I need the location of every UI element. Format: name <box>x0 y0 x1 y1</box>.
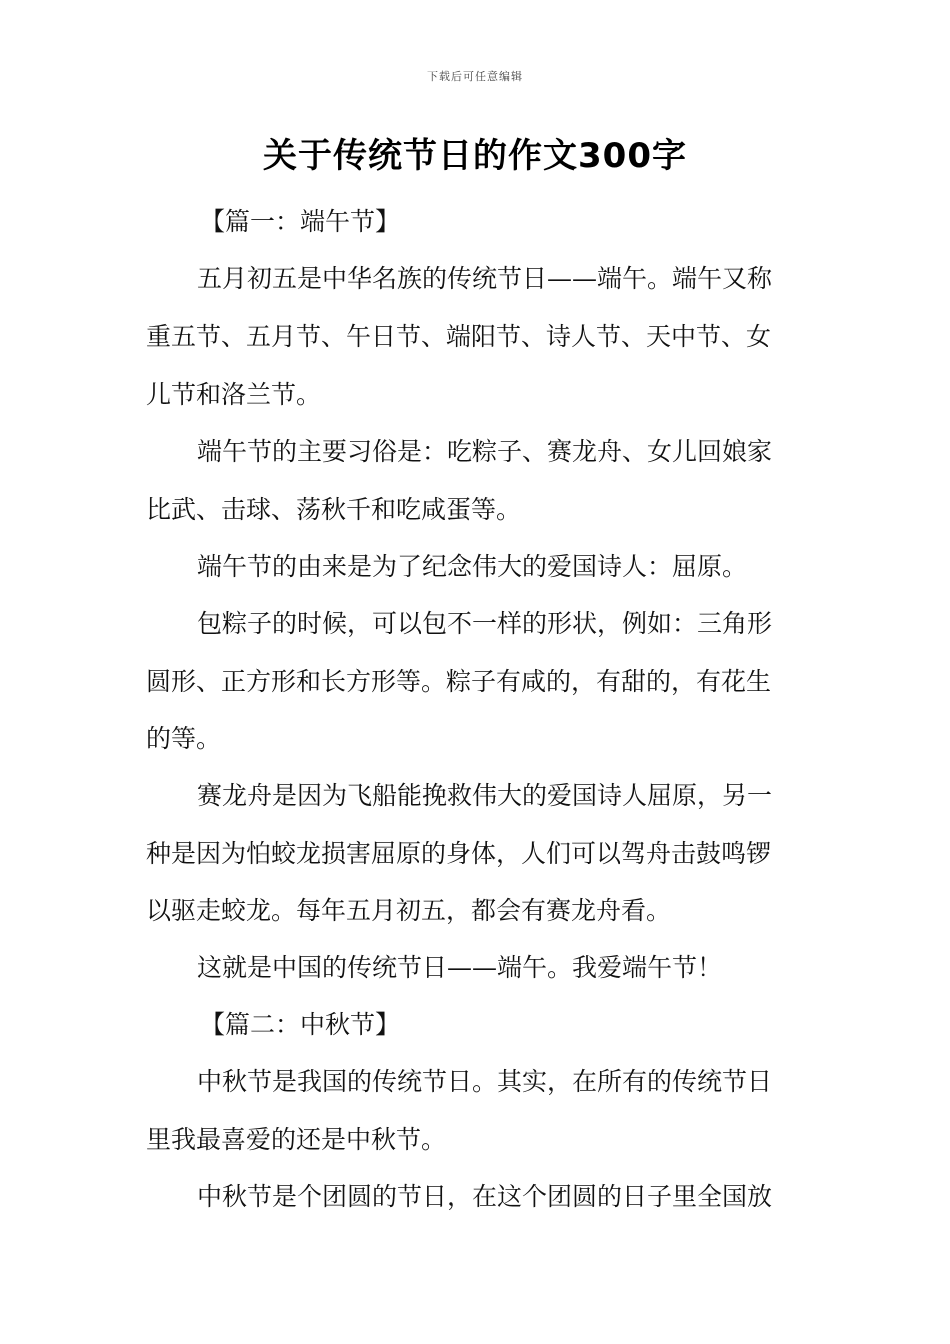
paragraph-line: 赛龙舟是因为飞船能挽救伟大的爱国诗人屈原，另一 <box>197 781 773 810</box>
paragraph-line: 中秋节是我国的传统节日。其实，在所有的传统节日 <box>197 1067 773 1096</box>
paragraph-line: 五月初五是中华名族的传统节日——端午。端午又称 <box>197 264 773 293</box>
paragraph-line: 的等。 <box>146 724 222 753</box>
paragraph-line: 中秋节是个团圆的节日，在这个团圆的日子里全国放 <box>197 1182 773 1211</box>
section-heading-2: 【篇二：中秋节】 <box>200 1010 401 1039</box>
paragraph-line: 端午节的主要习俗是：吃粽子、赛龙舟、女儿回娘家 <box>197 437 773 466</box>
paragraph-line: 这就是中国的传统节日——端午。我爱端午节！ <box>197 953 723 982</box>
section-heading-1: 【篇一：端午节】 <box>200 207 401 236</box>
paragraph-line: 儿节和洛兰节。 <box>146 380 322 409</box>
header-note: 下载后可任意编辑 <box>427 70 523 83</box>
paragraph-line: 包粽子的时候，可以包不一样的形状，例如：三角形 <box>197 609 773 638</box>
paragraph-line: 比武、击球、荡秋千和吃咸蛋等。 <box>146 495 522 524</box>
paragraph-line: 端午节的由来是为了纪念伟大的爱国诗人：屈原。 <box>197 552 748 581</box>
paragraph-line: 以驱走蛟龙。每年五月初五，都会有赛龙舟看。 <box>146 896 672 925</box>
paragraph-line: 种是因为怕蛟龙损害屈原的身体，人们可以驾舟击鼓鸣锣 <box>146 839 772 868</box>
document-title: 关于传统节日的作文300字 <box>263 136 687 176</box>
paragraph-line: 重五节、五月节、午日节、端阳节、诗人节、天中节、女 <box>146 322 772 351</box>
paragraph-line: 里我最喜爱的还是中秋节。 <box>146 1125 447 1154</box>
paragraph-line: 圆形、正方形和长方形等。粽子有咸的，有甜的，有花生 <box>146 667 772 696</box>
